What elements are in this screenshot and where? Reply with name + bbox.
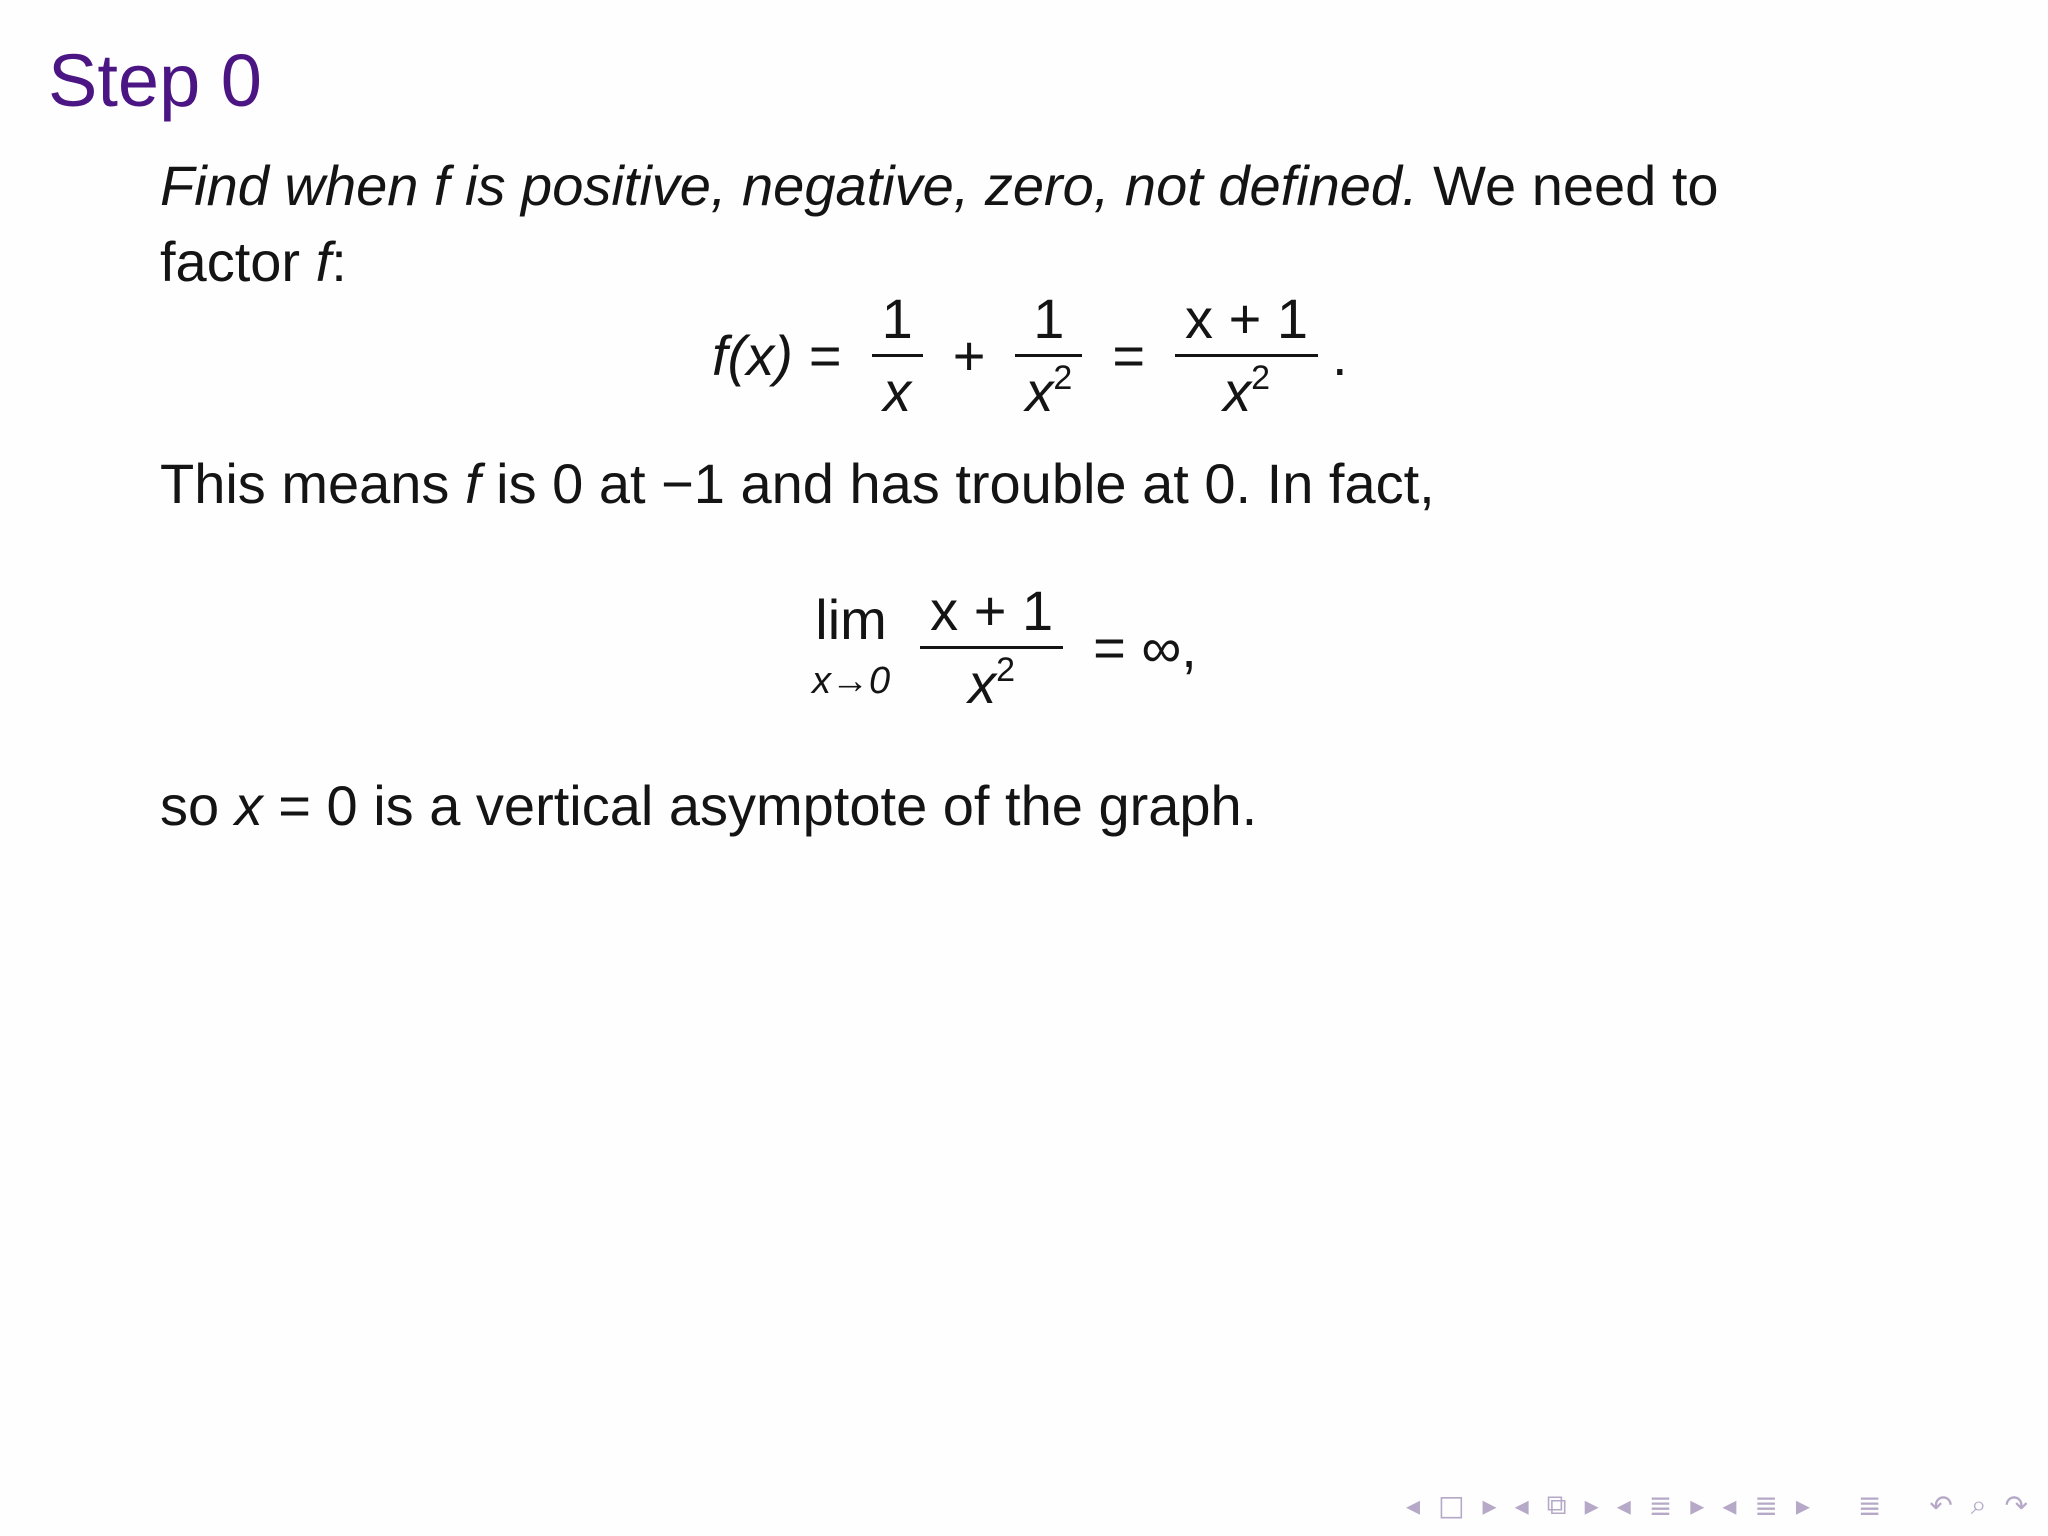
back-icon[interactable]: ↶ <box>1929 1488 1953 1522</box>
paragraph-2-part-2: is 0 at −1 and has trouble at 0. In fact, <box>480 452 1435 515</box>
next-frame-arrow-icon[interactable]: ▸ <box>1482 1488 1497 1522</box>
paragraph-2-part-1: This means <box>160 452 465 515</box>
paragraph-3 <box>160 770 1257 843</box>
eq2-numerator: x + 1 <box>930 579 1054 642</box>
lim-text: lim <box>815 588 887 651</box>
paragraph-1-rest: We need to <box>1417 154 1719 217</box>
prev-subsection-arrow-icon[interactable]: ◂ <box>1514 1488 1529 1522</box>
eq2-rhs: = ∞, <box>1093 616 1197 679</box>
paragraph-1-line-2 <box>160 226 347 299</box>
eq1-plus: + <box>952 324 986 387</box>
paragraph-2-var: f <box>465 452 481 515</box>
frame-title: Step 0 <box>48 39 262 122</box>
paragraph-3-part-1: so <box>160 774 235 837</box>
eq1-fraction-1 <box>872 284 923 427</box>
equation-2 <box>812 576 1213 719</box>
eq1-frac2-denominator <box>1015 357 1082 427</box>
eq2-den-exp: 2 <box>996 651 1016 689</box>
eq1-fraction-2 <box>1015 284 1082 427</box>
paragraph-3-part-2: = 0 is a vertical asymptote of the graph. <box>262 774 1258 837</box>
factor-text: factor <box>160 230 316 293</box>
eq1-frac2-den-exp: 2 <box>1053 359 1073 397</box>
factor-var: f <box>315 230 332 293</box>
prev-document-arrow-icon[interactable]: ◂ <box>1722 1488 1737 1522</box>
italic-instruction: Find when f is positive, negative, zero, not defined. <box>160 154 1418 217</box>
eq1-frac3-den-base: x <box>1223 360 1252 423</box>
prev-frame-arrow-icon[interactable]: ◂ <box>1406 1488 1421 1522</box>
next-section-arrow-icon[interactable]: ▸ <box>1690 1488 1705 1522</box>
frame-icon[interactable]: □ <box>1438 1488 1465 1522</box>
eq1-frac2-den-base: x <box>1025 360 1054 423</box>
limit-operator <box>812 588 891 703</box>
eq1-equals-2: = <box>1112 324 1146 387</box>
toc-icon[interactable]: ≣ <box>1857 1488 1882 1522</box>
lim-subscript: x→0 <box>812 660 891 702</box>
next-subsection-arrow-icon[interactable]: ▸ <box>1584 1488 1599 1522</box>
eq2-fraction <box>920 576 1063 719</box>
eq1-period: . <box>1332 324 1348 387</box>
subsection-icon[interactable]: ⧉ <box>1546 1488 1567 1521</box>
search-icon[interactable]: ⌕ <box>1970 1488 1987 1521</box>
eq1-frac3-den-exp: 2 <box>1251 359 1270 397</box>
eq2-den-base: x <box>968 652 997 715</box>
factor-colon: : <box>331 230 347 293</box>
paragraph-1-line-1 <box>160 150 1719 223</box>
eq1-frac2-numerator: 1 <box>1033 287 1065 350</box>
forward-icon[interactable]: ↷ <box>2004 1488 2028 1522</box>
eq1-equals-1: = <box>808 324 842 387</box>
prev-section-arrow-icon[interactable]: ◂ <box>1616 1488 1631 1522</box>
eq2-denominator <box>958 649 1025 719</box>
equation-1 <box>712 284 1348 427</box>
eq1-frac3-numerator: x + 1 <box>1185 287 1309 350</box>
eq1-frac1-denominator: x <box>883 360 912 423</box>
paragraph-3-var: x <box>234 774 263 837</box>
next-document-arrow-icon[interactable]: ▸ <box>1795 1488 1810 1522</box>
navigation-bar <box>1406 1488 2028 1522</box>
eq1-frac1-numerator: 1 <box>881 287 913 350</box>
eq1-lhs: f(x) <box>712 324 793 387</box>
section-icon[interactable]: ≣ <box>1648 1488 1673 1522</box>
eq1-fraction-3 <box>1175 284 1318 427</box>
paragraph-2 <box>160 448 1435 521</box>
document-icon[interactable]: ≣ <box>1754 1488 1778 1522</box>
eq1-frac3-denominator <box>1213 357 1280 427</box>
